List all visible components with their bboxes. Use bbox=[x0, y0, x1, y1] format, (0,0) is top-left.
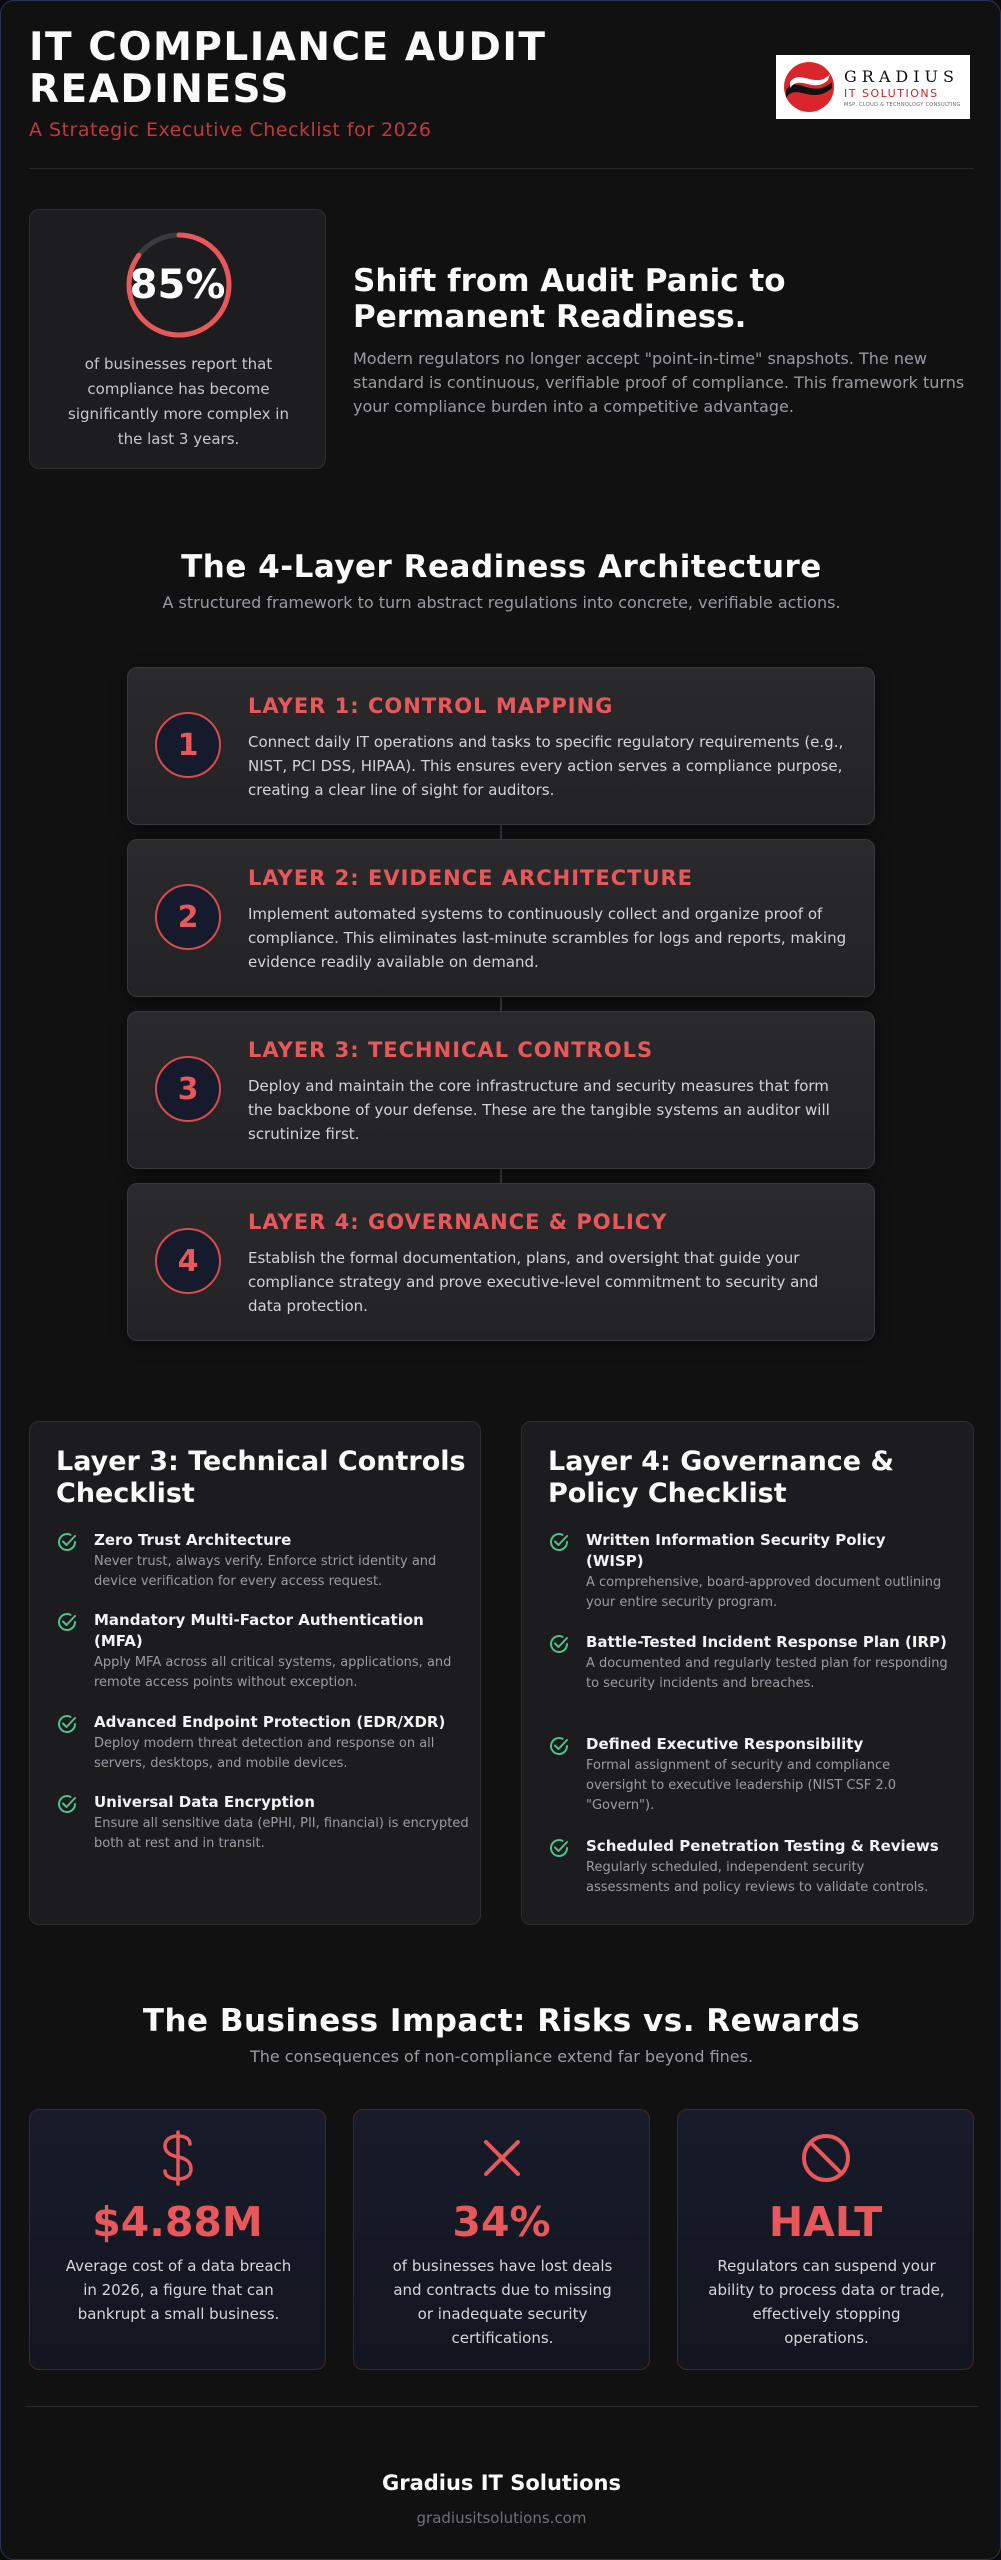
checklist-item bbox=[56, 1712, 476, 1774]
layer-description: Deploy and maintain the core infrastructure and security measures that form the backbone of your defense. These are the tangible systems an auditor will scrutinize first. bbox=[248, 1077, 830, 1143]
checklist-title: Layer 3: Technical Controls Checklist bbox=[56, 1446, 466, 1509]
checklist-item-title: Universal Data Encryption bbox=[94, 1793, 315, 1811]
impact-value: 34% bbox=[452, 2198, 551, 2246]
check-circle-icon bbox=[548, 1633, 570, 1655]
checklist-item-title: Mandatory Multi-Factor Authentication (MFA) bbox=[94, 1611, 424, 1650]
layer-title: LAYER 3: TECHNICAL CONTROLS bbox=[248, 1038, 654, 1062]
checklist-item-desc: Formal assignment of security and compliance oversight to executive leadership (NIST CSF 2.0 "Govern"). bbox=[586, 1758, 897, 1813]
checklist-item-title: Scheduled Penetration Testing & Reviews bbox=[586, 1837, 939, 1855]
impact-card-lost-deals bbox=[353, 2109, 650, 2370]
layer-number: 1 bbox=[155, 712, 221, 778]
dollar-icon bbox=[158, 2128, 198, 2188]
layer-description: Connect daily IT operations and tasks to specific regulatory requirements (e.g., NIST, PCI DSS, HIPAA). This ensures every action serves a compliance purpose, creating a clear line of sight for auditors. bbox=[248, 733, 844, 799]
layer-card-2 bbox=[127, 839, 875, 997]
layer-number: 2 bbox=[155, 884, 221, 950]
checklist-item bbox=[56, 1792, 476, 1854]
footer-divider bbox=[25, 2406, 978, 2407]
check-circle-icon bbox=[56, 1531, 78, 1553]
checklist-item-title: Advanced Endpoint Protection (EDR/XDR) bbox=[94, 1713, 446, 1731]
complexity-stat-card bbox=[29, 209, 326, 469]
layer-card-1 bbox=[127, 667, 875, 825]
impact-description: Average cost of a data breach in 2026, a figure that can bankrupt a small business. bbox=[65, 2257, 292, 2323]
technical-controls-checklist bbox=[29, 1421, 481, 1925]
checklist-item-desc: Apply MFA across all critical systems, applications, and remote access points without exception. bbox=[94, 1655, 452, 1690]
checklist-item-desc: A documented and regularly tested plan for responding to security incidents and breaches. bbox=[586, 1656, 948, 1691]
footer-company-name: Gradius IT Solutions bbox=[381, 2471, 622, 2495]
governance-policy-checklist bbox=[521, 1421, 974, 1925]
impact-subtitle: The consequences of non-compliance extend far beyond fines. bbox=[249, 2047, 754, 2066]
layer-title: LAYER 4: GOVERNANCE & POLICY bbox=[248, 1210, 668, 1234]
check-circle-icon bbox=[56, 1793, 78, 1815]
checklist-item bbox=[548, 1530, 948, 1613]
checklist-item-desc: Regularly scheduled, independent security assessments and policy reviews to validate controls. bbox=[586, 1860, 929, 1895]
layer-description: Implement automated systems to continuously collect and organize proof of compliance. This eliminates last-minute scrambles for logs and reports, making evidence readily available on demand. bbox=[248, 905, 847, 971]
logo-sub: IT SOLUTIONS bbox=[844, 86, 939, 100]
check-circle-icon bbox=[56, 1611, 78, 1633]
layer-card-4 bbox=[127, 1183, 875, 1341]
check-circle-icon bbox=[548, 1837, 570, 1859]
checklist-item-desc: A comprehensive, board-approved document outlining your entire security program. bbox=[586, 1575, 942, 1610]
logo-mark-icon bbox=[782, 60, 836, 114]
x-icon bbox=[472, 2128, 532, 2188]
intro-body: Modern regulators no longer accept "point-in-time" snapshots. The new standard is continuous, verifiable proof of compliance. This framework turns your compliance burden into a competitive advantage. bbox=[353, 349, 965, 416]
checklist-item bbox=[56, 1610, 476, 1693]
stat-description: of businesses report that compliance has become significantly more complex in the last 3 years. bbox=[68, 355, 289, 448]
checklist-item-title: Zero Trust Architecture bbox=[94, 1531, 292, 1549]
check-circle-icon bbox=[548, 1531, 570, 1553]
checklist-item-desc: Deploy modern threat detection and response on all servers, desktops, and mobile devices. bbox=[94, 1736, 435, 1771]
checklist-item bbox=[548, 1632, 948, 1694]
check-circle-icon bbox=[548, 1735, 570, 1757]
checklist-item-desc: Never trust, always verify. Enforce strict identity and device verification for every access request. bbox=[94, 1554, 437, 1589]
checklist-item-desc: Ensure all sensitive data (ePHI, PII, financial) is encrypted both at rest and in transit. bbox=[94, 1816, 469, 1851]
impact-card-halt bbox=[677, 2109, 974, 2370]
impact-description: Regulators can suspend your ability to process data or trade, effectively stopping operations. bbox=[708, 2257, 945, 2347]
impact-title: The Business Impact: Risks vs. Rewards bbox=[142, 2003, 861, 2039]
layer-title: LAYER 1: CONTROL MAPPING bbox=[248, 694, 614, 718]
checklist-item bbox=[548, 1836, 948, 1898]
intro-headline: Shift from Audit Panic to Permanent Readiness. bbox=[353, 263, 786, 335]
logo-tagline: MSP, CLOUD & TECHNOLOGY CONSULTING bbox=[844, 101, 961, 108]
layer-title: LAYER 2: EVIDENCE ARCHITECTURE bbox=[248, 866, 694, 890]
header bbox=[29, 27, 974, 169]
page-subtitle: A Strategic Executive Checklist for 2026 bbox=[29, 119, 432, 141]
impact-description: of businesses have lost deals and contracts due to missing or inadequate security certifications. bbox=[392, 2257, 613, 2347]
layer-description: Establish the formal documentation, plans, and oversight that guide your compliance strategy and prove executive-level commitment to security and data protection. bbox=[248, 1249, 819, 1315]
logo-name: GRADIUS bbox=[844, 66, 959, 86]
layer-card-3 bbox=[127, 1011, 875, 1169]
layer-number: 4 bbox=[155, 1228, 221, 1294]
impact-value: HALT bbox=[768, 2198, 883, 2246]
check-circle-icon bbox=[56, 1713, 78, 1735]
checklist-item-title: Battle-Tested Incident Response Plan (IRP) bbox=[586, 1633, 947, 1651]
page-title: IT COMPLIANCE AUDIT READINESS bbox=[29, 25, 547, 112]
ban-icon bbox=[796, 2128, 856, 2188]
checklist-title: Layer 4: Governance & Policy Checklist bbox=[548, 1446, 895, 1509]
company-logo bbox=[776, 55, 970, 119]
checklist-item bbox=[548, 1734, 948, 1816]
impact-value: $4.88M bbox=[92, 2198, 263, 2246]
architecture-subtitle: A structured framework to turn abstract regulations into concrete, verifiable actions. bbox=[162, 593, 841, 612]
intro-text bbox=[353, 263, 973, 419]
impact-card-breach-cost bbox=[29, 2109, 326, 2370]
checklist-item-title: Written Information Security Policy (WISP) bbox=[586, 1531, 886, 1570]
architecture-title: The 4-Layer Readiness Architecture bbox=[181, 549, 822, 585]
checklist-item bbox=[56, 1530, 476, 1592]
stat-value: 85% bbox=[129, 262, 226, 308]
checklist-item-title: Defined Executive Responsibility bbox=[586, 1735, 864, 1753]
layer-number: 3 bbox=[155, 1056, 221, 1122]
footer-website-link[interactable]: gradiusitsolutions.com bbox=[416, 2509, 587, 2527]
